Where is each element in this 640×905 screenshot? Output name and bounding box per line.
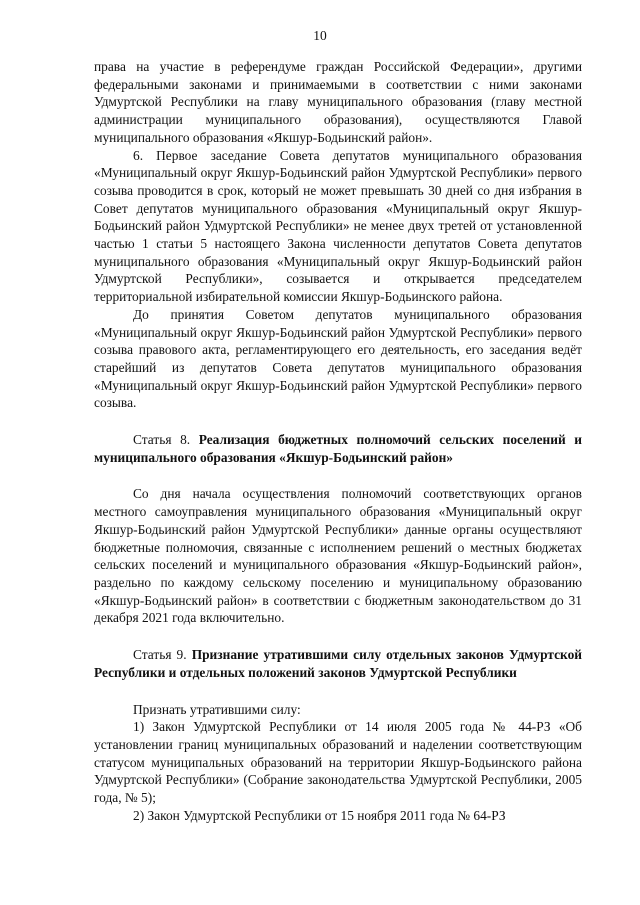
paragraph: 6. Первое заседание Совета депутатов муниципального образования «Муниципальный округ Якшур-Бодьинский район Удмуртской Республики» первого созыва проводится в срок, который не может превышать 30 дней со дня избрания в Совет депутатов муниципального образования «Муниципальный округ Якшур-Бодьинский район Удмуртской Республики» не менее двух третей от установленной частью 1 статьи 5 настоящего Закона численности депутатов Совета депутатов муниципального образования «Муниципальный округ Якшур-Бодьинский район Удмуртской Республики», созывается и открывается председателем территориальной избирательной комиссии Якшур-Бодьинского района.	[94, 147, 582, 305]
article-title: Признание утратившими силу отдельных законов Удмуртской Республики и отдельных положений законов Удмуртской Республики	[94, 647, 582, 680]
article-9-heading	[94, 646, 582, 681]
paragraph: права на участие в референдуме граждан Российской Федерации», другими федеральными законами и принимаемыми в соответствии с ними законами Удмуртской Республики на главу муниципального образования (главу местной администрации муниципального образования), осуществляются Главой муниципального образования «Якшур-Бодьинский район».	[94, 59, 582, 145]
article-label: Статья 8.	[133, 432, 191, 448]
document-body	[94, 58, 582, 824]
page-number: 10	[313, 28, 327, 43]
article-8-heading	[94, 431, 582, 466]
paragraph: До принятия Советом депутатов муниципального образования «Муниципальный округ Якшур-Бодьинский район Удмуртской Республики» первого созыва правового акта, регламентирующего его деятельность, его заседания ведёт старейший из депутатов Совета депутатов муниципального образования «Муниципальный округ Якшур-Бодьинский район Удмуртской Республики» первого созыва.	[94, 306, 582, 411]
paragraph: Со дня начала осуществления полномочий соответствующих органов местного самоуправления муниципального образования «Муниципальный округ Якшур-Бодьинский район Удмуртской Республики» данные органы осуществляют бюджетные полномочия, связанные с исполнением решений о местных бюджетах сельских поселений и муниципального образования «Якшур-Бодьинский район», раздельно по каждому сельскому поселению и муниципальному образованию «Якшур-Бодьинский район» в соответствии с бюджетным законодательством до 31 декабря 2021 года включительно.	[94, 486, 582, 626]
article-title: Реализация бюджетных полномочий сельских поселений и муниципального образования «Якшур-Бодьинский район»	[94, 432, 582, 465]
list-item: 2) Закон Удмуртской Республики от 15 ноября 2011 года № 64-РЗ	[133, 807, 506, 823]
list-item: 1) Закон Удмуртской Республики от 14 июля 2005 года № 44-РЗ «Об установлении границ муниципальных образований и наделении соответствующим статусом муниципальных образований на территории Якшур-Бодьинского района Удмуртской Республики» (Собрание законодательства Удмуртской Республики, 2005 года, № 5);	[94, 719, 582, 806]
article-label: Статья 9.	[133, 647, 187, 663]
paragraph: Признать утратившими силу:	[133, 701, 301, 717]
